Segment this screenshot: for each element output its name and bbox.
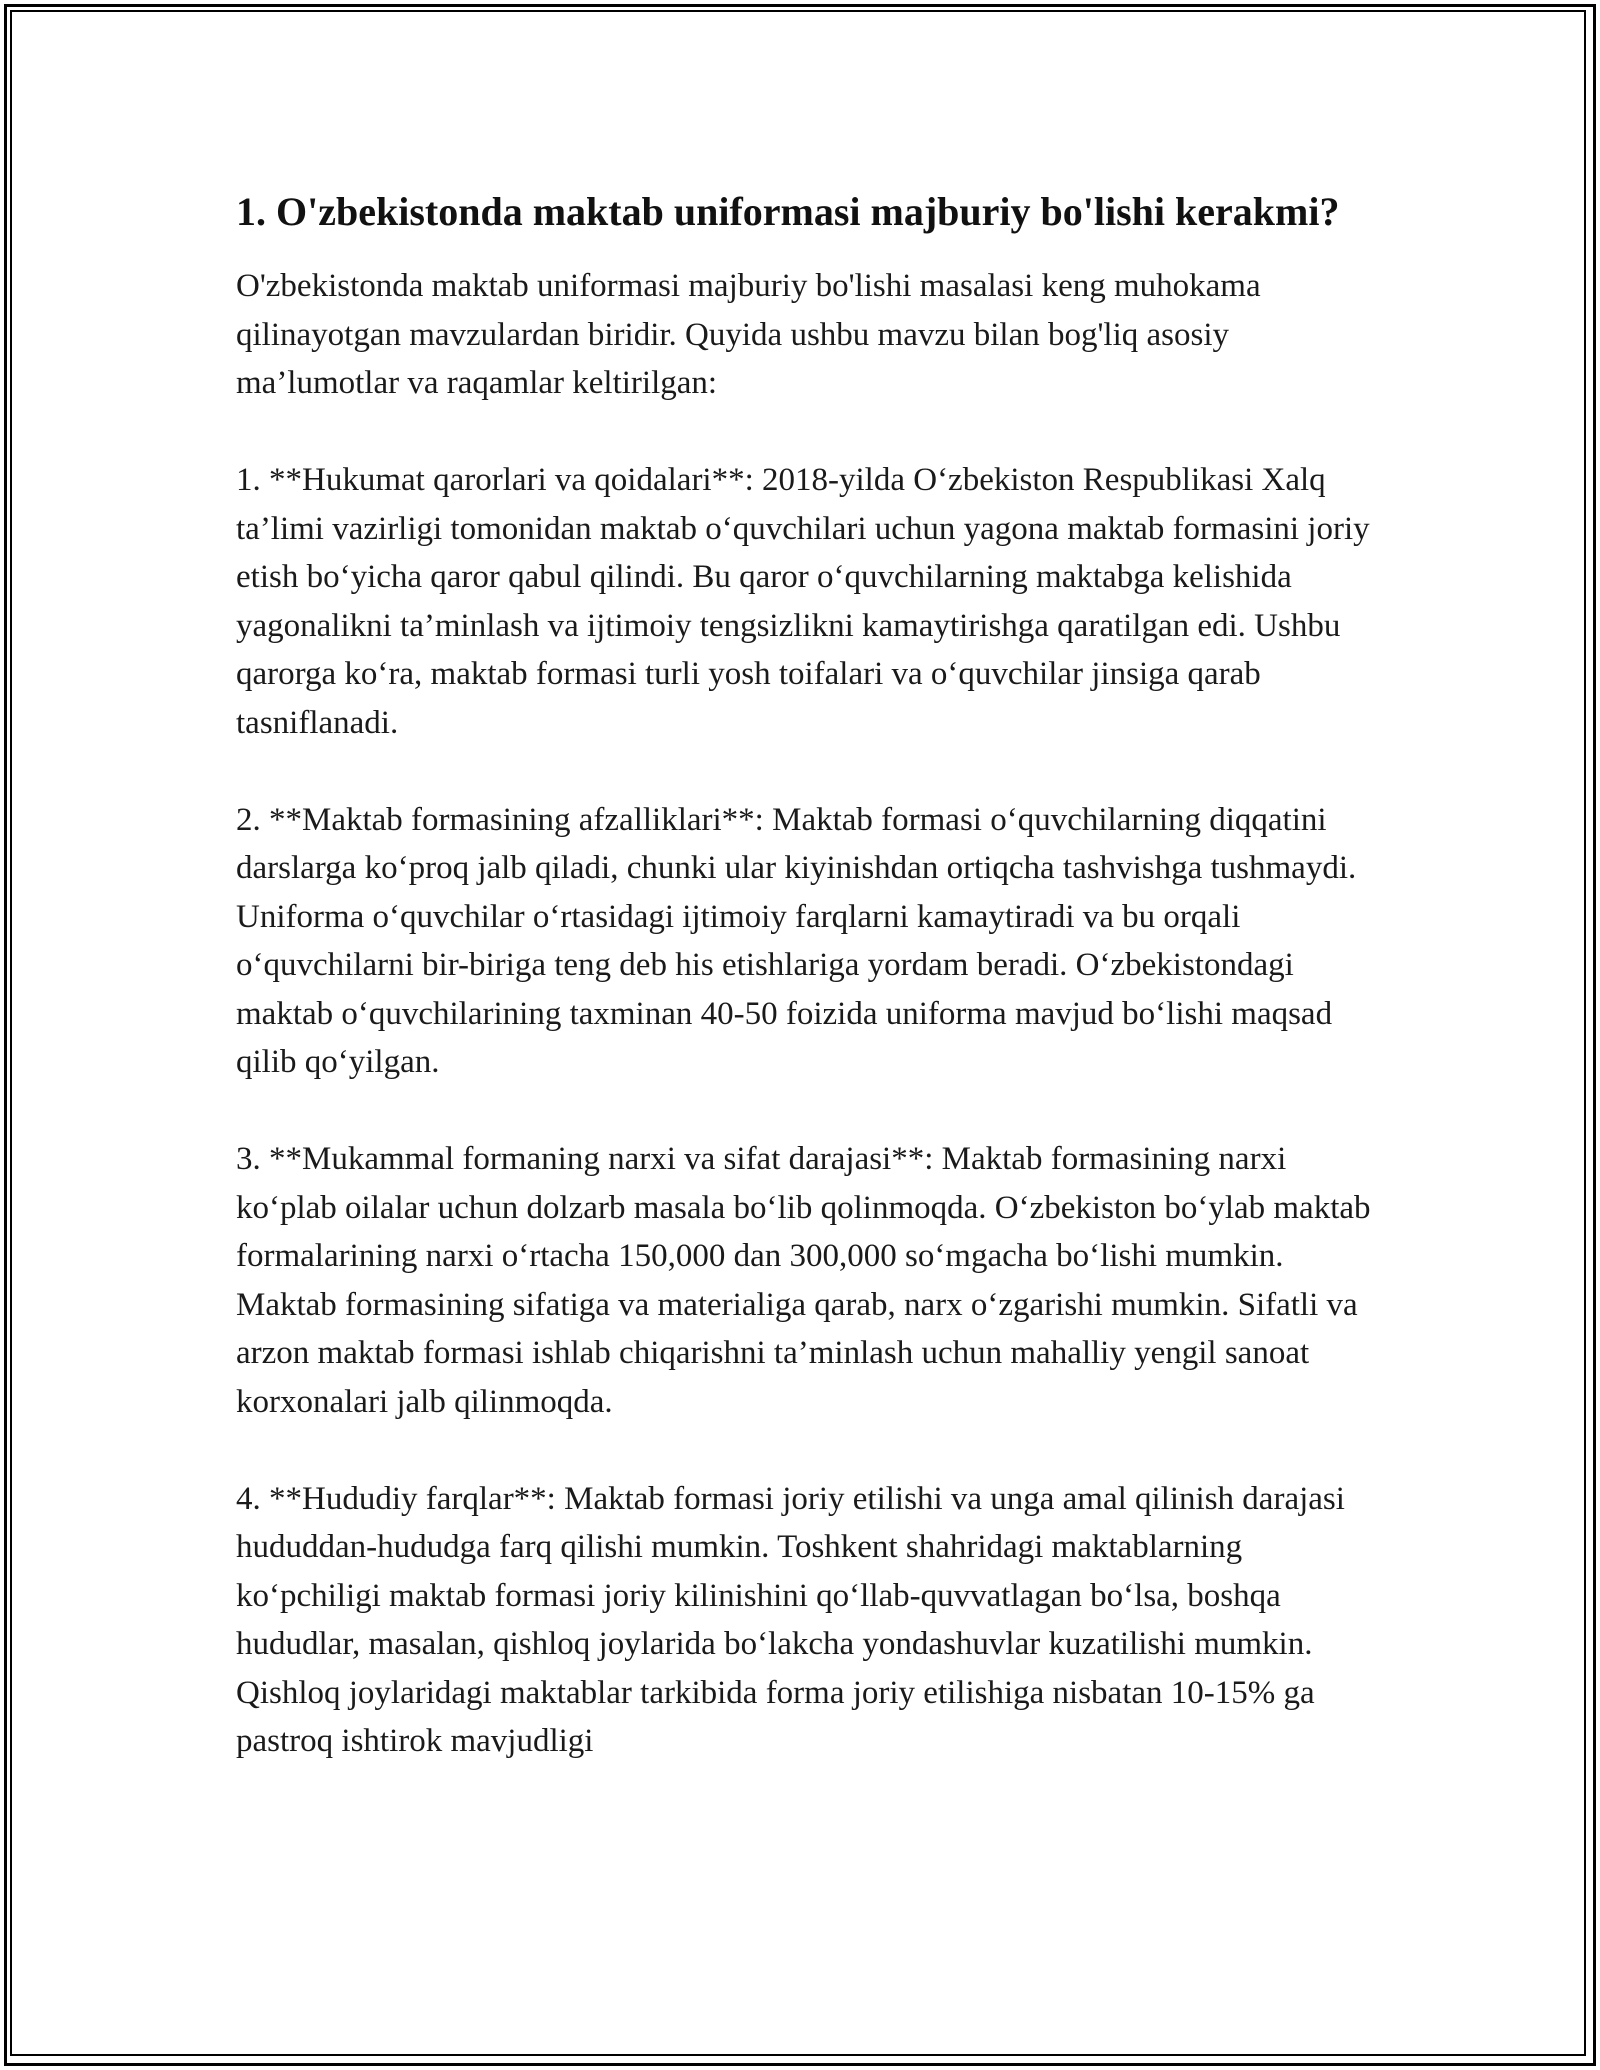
intro-paragraph: O'zbekistonda maktab uniformasi majburiy bo'lishi masalasi keng muhokama qilinayotgan mavzulardan biridir. Quyida ushbu mavzu bilan bog'liq asosiy ma’lumotlar va raqamlar keltirilgan: xyxy=(236,268,1261,401)
paragraph-4: 4. **Hududiy farqlar**: Maktab formasi joriy etilishi va unga amal qilinish darajasi hududdan-hududga farq qilishi mumkin. Toshkent shahridagi maktablarning ko‘pchiligi maktab formasi joriy kilinishini qo‘llab-quvvatlagan bo‘lsa, boshqa hududlar, masalan, qishloq joylarida bo‘lakcha yondashuvlar kuzatilishi mumkin. Qishloq joylaridagi maktablar tarkibida forma joriy etilishiga nisbatan 10-15% ga pastroq ishtirok mavjudligi xyxy=(236,1480,1345,1759)
paragraph-1: 1. **Hukumat qarorlari va qoidalari**: 2018-yilda O‘zbekiston Respublikasi Xalq ta’limi vazirligi tomonidan maktab o‘quvchilari uchun yagona maktab formasini joriy etish bo‘yicha qaror qabul qilindi. Bu qaror o‘quvchilarning maktabga kelishida yagonalikni ta’minlash va ijtimoiy tengsizlikni kamaytirishga qaratilgan edi. Ushbu qarorga ko‘ra, maktab formasi turli yosh toifalari va o‘quvchilar jinsiga qarab tasniflanadi. xyxy=(236,462,1370,741)
paragraph-2: 2. **Maktab formasining afzalliklari**: Maktab formasi o‘quvchilarning diqqatini darslarga ko‘proq jalb qiladi, chunki ular kiyinishdan ortiqcha tashvishga tushmaydi. Uniforma o‘quvchilar o‘rtasidagi ijtimoiy farqlarni kamaytiradi va bu orqali o‘quvchilarni bir-biriga teng deb his etishlariga yordam beradi. O‘zbekistondagi maktab o‘quvchilarining taxminan 40-50 foizida uniforma mavjud bo‘lishi maqsad qilib qo‘yilgan. xyxy=(236,801,1357,1080)
document-heading: 1. O'zbekistonda maktab uniformasi majburiy bo'lishi kerakmi? xyxy=(236,189,1340,234)
document-body xyxy=(236,186,1376,1766)
paragraph-3: 3. **Mukammal formaning narxi va sifat darajasi**: Maktab formasining narxi ko‘plab oilalar uchun dolzarb masala bo‘lib qolinmoqda. O‘zbekiston bo‘ylab maktab formalarining narxi o‘rtacha 150,000 dan 300,000 so‘mgacha bo‘lishi mumkin. Maktab formasining sifatiga va materialiga qarab, narx o‘zgarishi mumkin. Sifatli va arzon maktab formasi ishlab chiqarishni ta’minlash uchun mahalliy yengil sanoat korxonalari jalb qilinmoqda. xyxy=(236,1141,1371,1420)
